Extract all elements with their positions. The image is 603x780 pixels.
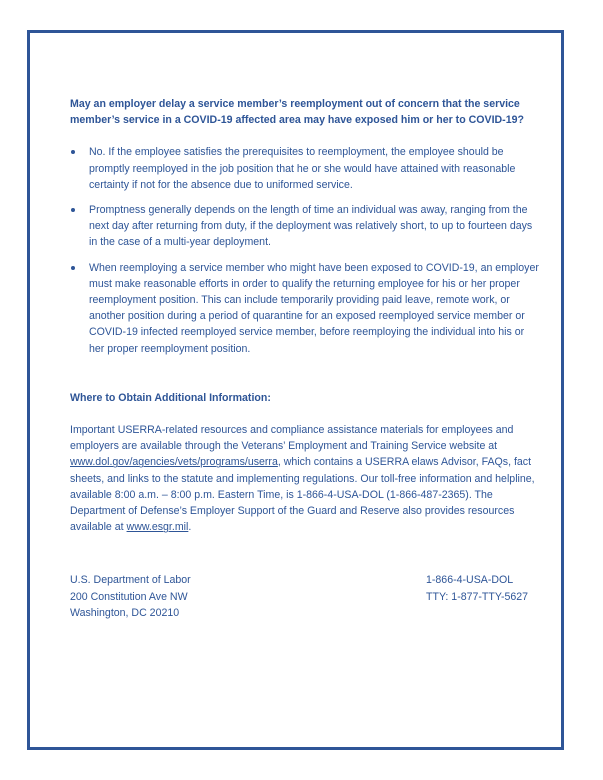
bullet-icon: [71, 208, 75, 212]
address-block: [70, 572, 191, 621]
address-line: 200 Constitution Ave NW: [70, 590, 188, 603]
list-item-text: Promptness generally depends on the length of time an individual was away, ranging from the next day after returning from duty, if the deployment was relatively short, to up to fourteen days in the case of a multi-year deployment.: [89, 204, 533, 249]
info-heading: Where to Obtain Additional Information:: [70, 391, 271, 404]
info-text: .: [188, 521, 192, 534]
list-item-text: When reemploying a service member who might have been exposed to COVID-19, an employer must make reasonable efforts in order to qualify the returning employee for his or her proper reemployment position. This can include temporarily providing paid leave, remote work, or another position during a period of quarantine for an exposed reemployed service member or COVID-19 infected reemployed service member, before reemploying the individual into his or her proper reemployment position.: [89, 261, 539, 355]
esgr-link[interactable]: www.esgr.mil: [126, 521, 189, 534]
contact-block: [426, 572, 528, 604]
list-item: [70, 144, 540, 193]
userra-link[interactable]: www.dol.gov/agencies/vets/programs/userra: [70, 456, 278, 469]
info-text: Important USERRA-related resources and compliance assistance materials for employees and employers are available through the Veterans’ Employment and Training Service website at: [70, 424, 514, 453]
info-text: , which contains a USERRA elaws Advisor, FAQs, fact sheets, and links to the statute and implementing regulations. Our toll-free information and helpline, available 8:00 a.m. – 8:00 p.m. Eastern Time, is 1-866-4-USA-DOL (1-866-487-2365). The Department of Defense’s Employer Support of the Guard and Reserve also provides resources available at: [70, 456, 535, 534]
address-line: Washington, DC 20210: [70, 606, 180, 619]
list-item-text: No. If the employee satisfies the prerequisites to reemployment, the employee should be promptly reemployed in the job position that he or she would have attained with reasonable certainty if not for the absence due to uniformed service.: [89, 146, 516, 191]
phone-number: 1-866-4-USA-DOL: [426, 574, 514, 587]
tty-number: TTY: 1-877-TTY-5627: [426, 590, 529, 603]
bullet-icon: [71, 150, 75, 154]
answer-list: [70, 144, 540, 356]
footer: [70, 572, 540, 632]
address-line: U.S. Department of Labor: [70, 574, 191, 587]
bullet-icon: [71, 266, 75, 270]
list-item: [70, 202, 540, 251]
document-content: [70, 96, 540, 632]
list-item: [70, 260, 540, 357]
info-paragraph: [70, 422, 540, 535]
question-heading: May an employer delay a service member’s reemployment out of concern that the service member’s service in a COVID-19 affected area may have exposed him or her to COVID-19?: [70, 98, 524, 127]
